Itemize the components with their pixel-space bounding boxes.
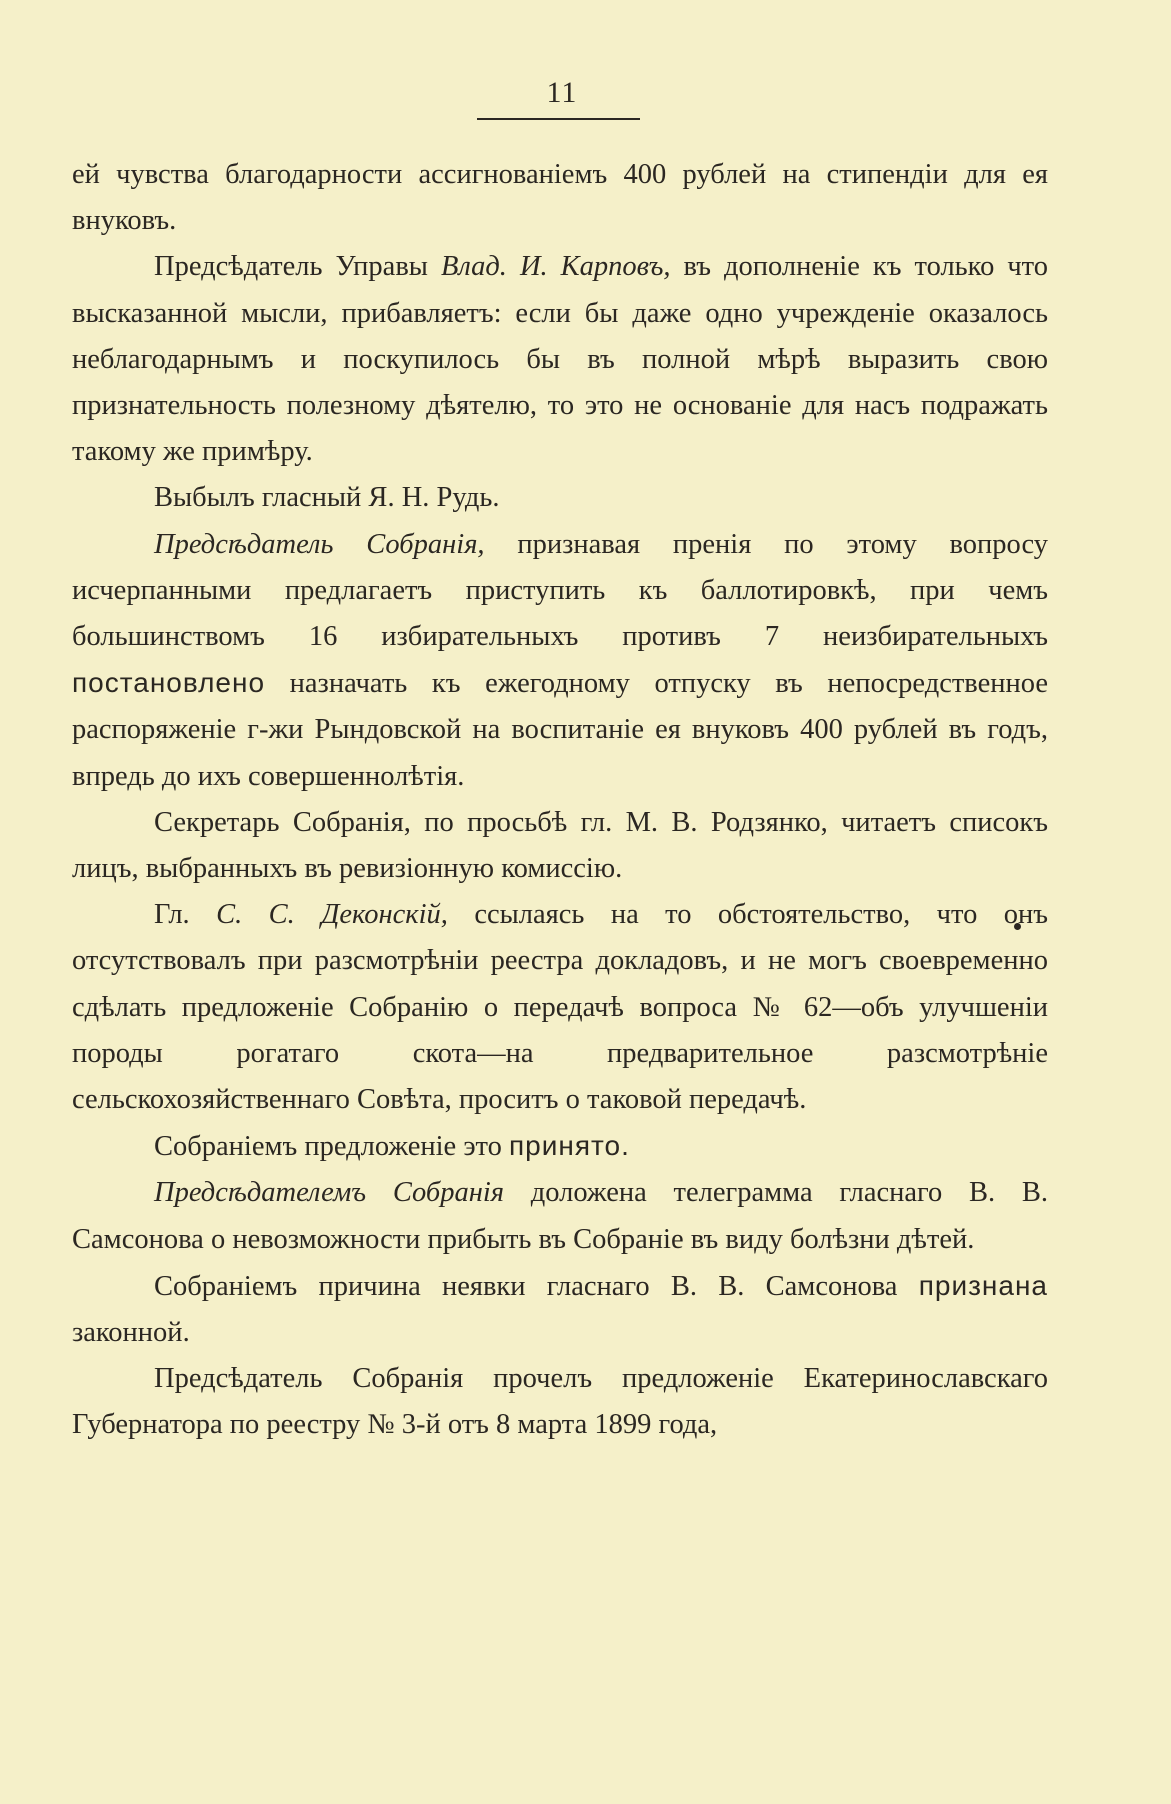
paragraph-8-text: доложена телеграмма гласнаго В. В. Самсонова о невозможности прибыть въ Собраніе въ виду болѣзни дѣтей. — [72, 1177, 1049, 1255]
paragraph-10-text: Предсѣдатель Собранія прочелъ предложеніе Екатеринославскаго Губернатора по реестру № 3-й отъ 8 марта 1899 года, — [72, 1363, 1048, 1441]
paragraph-2 — [72, 244, 1048, 475]
paragraph-5 — [72, 800, 1048, 892]
paragraph-9-text-b: законной. — [72, 1317, 190, 1349]
decision-recognized: признана — [918, 1269, 1048, 1301]
body-text — [72, 152, 1048, 1449]
paragraph-2-lead: Предсѣдатель Управы — [154, 251, 441, 283]
paragraph-3-text: Выбылъ гласный Я. Н. Рудь. — [154, 482, 500, 514]
paragraph-1-text: ей чувства благодарности ассигнованіемъ 400 рублей на стипендіи для ея внуковъ. — [72, 159, 1048, 237]
paragraph-5-text: Секретарь Собранія, по просьбѣ гл. М. В. Родзянко, читаетъ списокъ лицъ, выбранныхъ въ ревизіонную комиссію. — [72, 806, 1048, 885]
paragraph-1 — [72, 152, 1048, 244]
paragraph-3 — [72, 475, 1048, 521]
paragraph-6-lead: Гл. — [154, 899, 217, 931]
chairman-title-instrumental: Предсѣдателемъ Собранія — [154, 1177, 505, 1209]
page-number: 11 — [546, 76, 578, 109]
paragraph-4-text-b: назначать къ ежегодному отпуску въ непосредственное распоряженіе г-жи Рындовской на воспитаніе ея внуковъ 400 рублей въ годъ, впредь до ихъ совершеннолѣтія. — [72, 668, 1048, 792]
paragraph-4-text-a: признавая пренія по этому вопросу исчерпанными предлагаетъ приступить къ баллотировкѣ, при чемъ большинствомъ 16 избирательныхъ противъ 7 неизбирательныхъ — [72, 528, 1048, 653]
chairman-title: Предсѣдатель Собранія, — [154, 528, 485, 560]
paragraph-7 — [72, 1123, 1048, 1170]
paragraph-8 — [72, 1170, 1048, 1262]
paragraph-6-text-b: сдѣлать предложеніе Собранію о передачѣ вопроса № 62—объ улучшеніи породы рогатаго скота—на предварительное разсмотрѣніе сельскохозяйственнаго Совѣта, проситъ о таковой передачѣ. — [72, 991, 1048, 1116]
paragraph-6 — [72, 892, 1048, 1123]
paragraph-10 — [72, 1356, 1048, 1448]
decision-accepted: принято. — [509, 1130, 630, 1162]
person-name-dekonsky: С. С. Деконскій, — [216, 899, 448, 931]
paragraph-4 — [72, 522, 1048, 800]
decision-resolved: постановлено — [72, 667, 266, 699]
paragraph-7-text: Собраніемъ предложеніе это — [154, 1131, 510, 1163]
paragraph-9 — [72, 1263, 1048, 1356]
person-name-karpov: Влад. И. Карповъ, — [440, 251, 671, 283]
paragraph-6-text-a: ссылаясь на то обстоятельство, что онъ отсутствовалъ при разсмотрѣніи реестра докладовъ, и не могъ своевременно — [72, 899, 1048, 977]
page-number-rule — [477, 118, 640, 120]
paragraph-9-text-a: Собраніемъ причина неявки гласнаго В. В. Самсонова — [154, 1270, 919, 1302]
paragraph-2-text: въ дополненіе къ только что высказанной мысли, прибавляетъ: если бы даже одно учрежденіе оказалось неблагодарнымъ и поскупилось бы въ полной мѣрѣ выразить свою признательность полезному дѣятелю, то это не основаніе для насъ подражать такому же примѣру. — [72, 251, 1049, 468]
